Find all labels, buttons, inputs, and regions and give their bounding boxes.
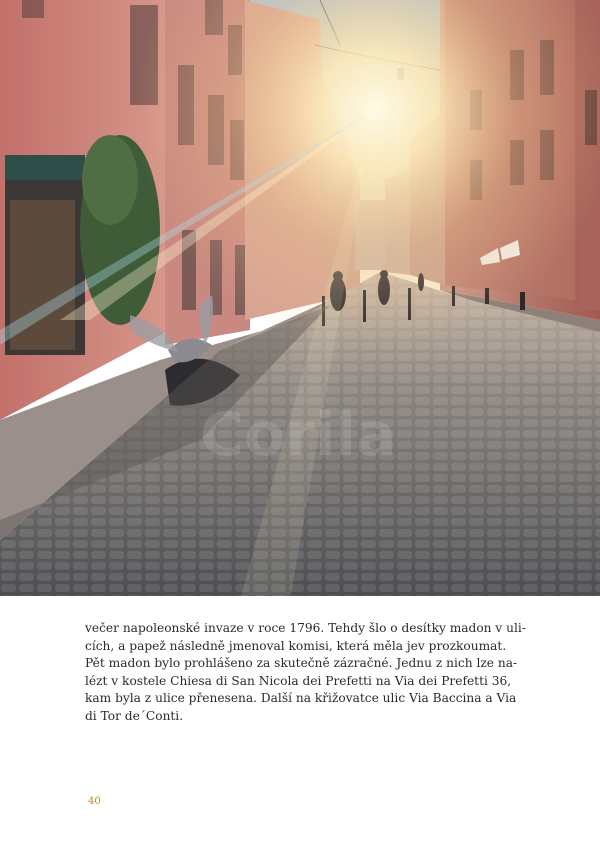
text-line: di Tor de´Conti. <box>85 708 184 723</box>
watermark: Corila <box>200 400 397 470</box>
text-line: večer napoleonské invaze v roce 1796. Tehdy šlo o desítky madon v uli- <box>85 621 526 635</box>
text-line: lézt v kostele Chiesa di San Nicola dei Prefetti na Via dei Prefetti 36, <box>85 673 512 688</box>
page-number: 40 <box>88 796 101 807</box>
text-line: cích, a papež následně jmenoval komisi, která měla jev prozkoumat. <box>85 638 507 653</box>
text-line: kam byla z ulice přenesena. Další na křižovatce ulic Via Baccina a Via <box>85 691 517 706</box>
body-paragraph <box>85 620 526 726</box>
text-line: Pět madon bylo prohlášeno za skutečně zázračné. Jednu z nich lze na- <box>85 656 518 671</box>
